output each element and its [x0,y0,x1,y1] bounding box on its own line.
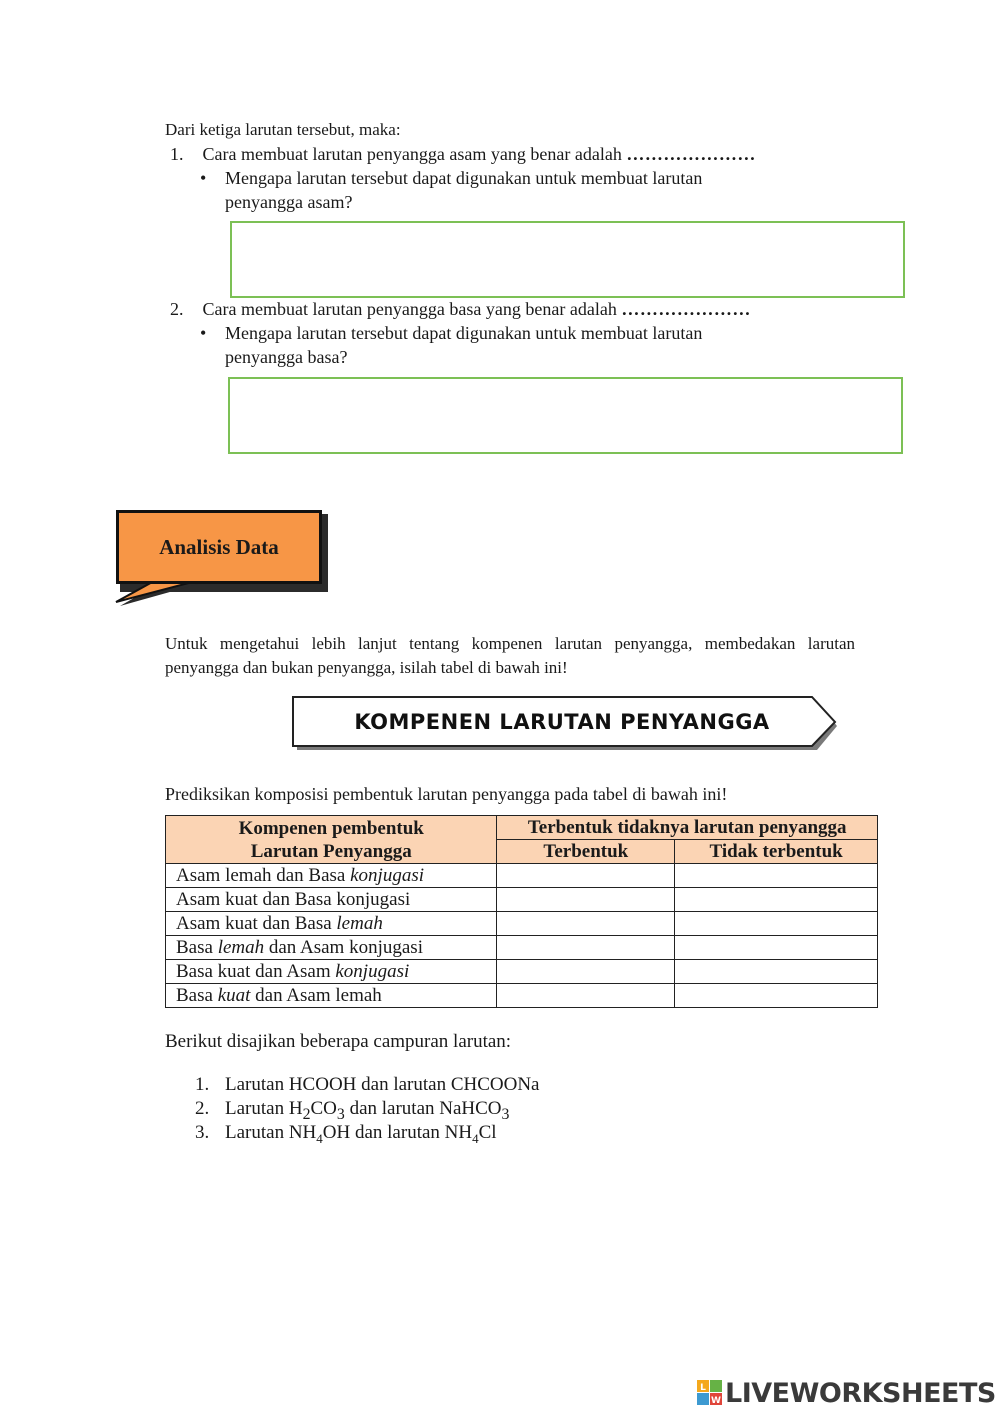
intro-text: Dari ketiga larutan tersebut, maka: [165,120,401,139]
table-cell-terbentuk[interactable] [497,936,675,960]
table-cell-tidak-terbentuk[interactable] [675,936,878,960]
row-text-italic: lemah [217,936,265,958]
text-part: Larutan NH [225,1122,317,1143]
mixtures-list [195,1073,539,1145]
answer-box-2[interactable] [228,377,903,454]
table-row [166,984,878,1008]
banner-title: KOMPENEN LARUTAN PENYANGGA [354,710,770,734]
table-cell-component [166,888,497,912]
subscript: 4 [472,1130,479,1146]
table-cell-terbentuk[interactable] [497,960,675,984]
question-2-number: 2. [170,299,184,319]
paragraph-line2: penyangga dan bukan penyangga, isilah tabel di bawah ini! [165,658,568,677]
list-item-text: Larutan HCOOH dan larutan CHCOONa [225,1074,540,1095]
subscript: 4 [316,1130,323,1146]
liveworksheets-logo [697,1377,996,1409]
text-part: Cl [478,1122,497,1143]
question-1 [170,142,756,166]
row-text: dan Asam konjugasi [264,936,423,958]
table-cell-tidak-terbentuk[interactable] [675,888,878,912]
question-2-sub-line2: penyangga basa? [225,347,348,367]
table-row [166,936,878,960]
subscript: 2 [302,1105,311,1123]
table-row [166,864,878,888]
text-part: CO [310,1098,337,1119]
list-item-number: 2. [195,1098,210,1119]
answer-box-1[interactable] [230,221,905,298]
row-text: Asam lemah dan Basa [176,864,351,886]
table-row [166,912,878,936]
list-item [195,1097,539,1121]
logo-text: LIVEWORKSHEETS [725,1377,996,1409]
logo-tiles-icon [697,1380,723,1406]
table-cell-tidak-terbentuk[interactable] [675,864,878,888]
row-text-italic: lemah [336,912,383,934]
table-cell-terbentuk[interactable] [497,984,675,1008]
table-header-component-line2: Larutan Penyangga [250,840,412,862]
list-item [195,1121,539,1145]
callout-tail [112,580,212,610]
table-cell-terbentuk[interactable] [497,912,675,936]
question-1-number: 1. [170,144,184,164]
table-cell-component [166,960,497,984]
text-part: Larutan H [225,1098,303,1119]
text-part: OH dan larutan NH [322,1122,473,1143]
mixtures-intro: Berikut disajikan beberapa campuran larutan: [165,1031,512,1052]
logo-tile-letter: L [700,1383,706,1393]
table-cell-component [166,984,497,1008]
row-text: Basa [176,936,218,958]
list-item-number: 1. [195,1074,210,1095]
table-cell-component [166,912,497,936]
logo-tile-letter: W [711,1396,721,1406]
table-header-group: Terbentuk tidaknya larutan penyangga [497,816,878,840]
table-cell-terbentuk[interactable] [497,864,675,888]
section-title-analisis-data: Analisis Data [116,510,322,584]
text-part: dan larutan NaHCO [344,1098,502,1119]
table-cell-tidak-terbentuk[interactable] [675,960,878,984]
table-header-component-line1: Kompenen pembentuk [238,817,424,839]
question-1-sub-line2: penyangga asam? [225,192,353,212]
row-text-italic: konjugasi [350,864,425,886]
question-2-sub-line1: Mengapa larutan tersebut dapat digunakan untuk membuat larutan [225,323,703,343]
question-2-text: Cara membuat larutan penyangga basa yang benar adalah [202,299,617,319]
row-text: Basa kuat dan Asam [176,960,336,982]
question-2-blank: ………………… [621,299,751,319]
question-1-text: Cara membuat larutan penyangga asam yang benar adalah [202,144,622,164]
table-header-terbentuk: Terbentuk [497,840,675,864]
list-item-text [225,1121,497,1145]
table-header-component [166,816,497,864]
row-text: Asam kuat dan Basa [176,912,337,934]
table-cell-tidak-terbentuk[interactable] [675,984,878,1008]
list-item-text [225,1097,509,1121]
row-text: Basa [176,984,218,1006]
question-1-blank: ………………… [626,144,756,164]
question-2 [170,297,751,321]
table-cell-terbentuk[interactable] [497,888,675,912]
question-2-bullet: • [200,323,207,343]
question-1-bullet: • [200,168,207,188]
table-header-tidak-terbentuk: Tidak terbentuk [675,840,878,864]
paragraph-line1: Untuk mengetahui lebih lanjut tentang kompenen larutan penyangga, membedakan larutan [165,634,855,653]
table-row [166,960,878,984]
table-row [166,888,878,912]
table-instruction: Prediksikan komposisi pembentuk larutan penyangga pada tabel di bawah ini! [165,784,728,804]
list-item-number: 3. [195,1122,210,1143]
table-cell-component [166,864,497,888]
row-text-italic: konjugasi [335,960,410,982]
subscript: 3 [336,1105,345,1123]
question-1-sub-line1: Mengapa larutan tersebut dapat digunakan untuk membuat larutan [225,168,703,188]
row-text: dan Asam lemah [250,984,382,1006]
component-table [165,815,878,1008]
row-text-italic: kuat [217,984,251,1006]
table-cell-tidak-terbentuk[interactable] [675,912,878,936]
row-text: Asam kuat dan Basa konjugasi [176,888,411,910]
list-item [195,1073,539,1097]
table-cell-component [166,936,497,960]
subscript: 3 [501,1105,510,1123]
